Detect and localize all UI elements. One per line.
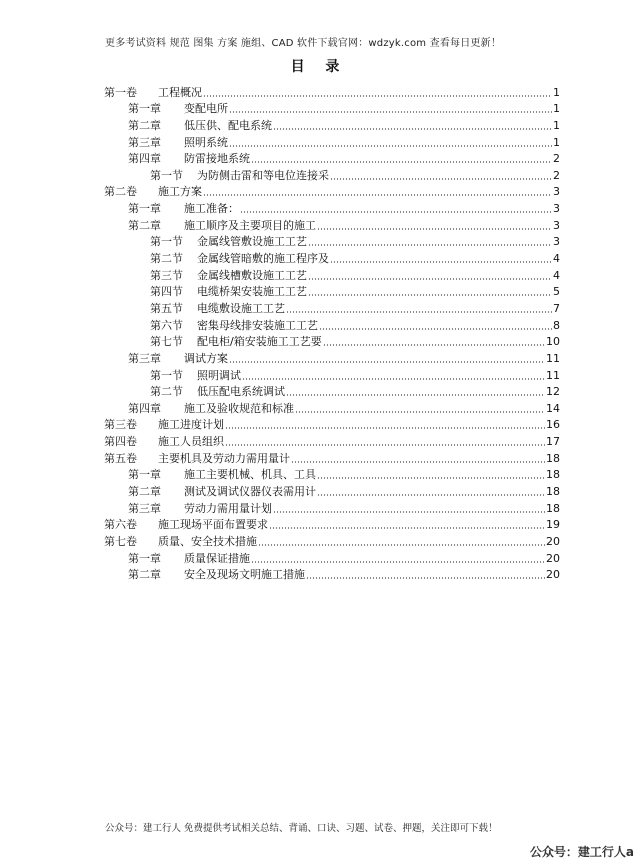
toc-dot-leader [308,278,552,280]
toc-entry-number: 第七节 [150,335,183,349]
toc-entry-number: 第一章 [128,551,161,565]
toc-entry-number: 第四节 [150,285,183,299]
toc-entry-number: 第二章 [128,218,161,232]
toc-entry[interactable] [104,382,560,399]
toc-entry-title: 金属线槽敷设施工工艺 [197,268,307,282]
toc-entry-page: 20 [546,551,560,565]
toc-entry-page: 14 [546,401,560,415]
toc-entry[interactable] [104,115,560,132]
toc-entry-page: 17 [546,435,560,449]
toc-entry-page: 18 [546,451,560,465]
toc-entry-number: 第二章 [128,568,161,582]
toc-entry-title: 劳动力需用量计划 [184,501,272,515]
toc-entry-page: 1 [553,118,560,132]
toc-entry-number: 第二节 [150,385,183,399]
toc-dot-leader [242,378,545,380]
toc-entry-page: 1 [553,102,560,116]
toc-entry-title: 金属线管敷设施工工艺 [197,235,307,249]
toc-entry-page: 18 [546,468,560,482]
toc-entry[interactable] [104,82,560,99]
toc-entry-page: 11 [546,368,560,382]
toc-dot-leader [306,577,545,579]
toc-entry-page: 3 [553,218,560,232]
toc-dot-leader [295,411,545,413]
toc-entry-title: 电缆桥架安装施工工艺 [197,285,307,299]
toc-entry-title: 施工进度计划 [158,418,224,432]
toc-entry-title: 工程概况 [158,85,202,99]
toc-entry-number: 第二节 [150,252,183,266]
toc-entry-page: 7 [553,301,560,315]
toc-entry-page: 2 [553,168,560,182]
toc-dot-leader [317,477,545,479]
toc-entry-title: 调试方案 [184,351,228,365]
toc-entry-number: 第五卷 [104,451,137,465]
toc-dot-leader [225,444,545,446]
toc-entry[interactable] [104,132,560,149]
toc-entry-page: 1 [553,135,560,149]
toc-entry-title: 主要机具及劳动力需用量计 [158,451,290,465]
toc-entry-title: 低压供、配电系统 [184,118,272,132]
toc-entry-title: 照明系统 [184,135,228,149]
toc-dot-leader [317,494,545,496]
toc-entry-page: 19 [546,518,560,532]
toc-entry-number: 第一节 [150,168,183,182]
toc-entry-number: 第四卷 [104,435,137,449]
toc-entry[interactable] [104,215,560,232]
toc-entry-title: 低压配电系统调试 [197,385,285,399]
toc-entry[interactable] [104,315,560,332]
toc-entry-number: 第三章 [128,501,161,515]
toc-entry-title: 密集母线排安装施工工艺 [197,318,318,332]
toc-entry-number: 第三章 [128,135,161,149]
toc-entry[interactable] [104,498,560,515]
toc-dot-leader [308,244,552,246]
toc-entry[interactable] [104,548,560,565]
toc-entry[interactable] [104,332,560,349]
table-of-contents [104,82,560,581]
toc-entry-title: 施工现场平面布置要求 [158,518,268,532]
toc-entry-number: 第二章 [128,118,161,132]
toc-dot-leader [273,128,552,130]
toc-entry-page: 2 [553,152,560,166]
toc-dot-leader [225,427,545,429]
toc-entry-title: 施工方案 [158,185,202,199]
toc-dot-leader [291,461,545,463]
toc-entry-title: 防雷接地系统 [184,152,250,166]
toc-entry-title: 施工顺序及主要项目的施工 [184,218,316,232]
toc-entry[interactable] [104,465,560,482]
toc-entry[interactable] [104,448,560,465]
toc-entry-title: 电缆敷设施工工艺 [197,301,285,315]
toc-entry-title: 施工及验收规范和标准 [184,401,294,415]
footer-note: 公众号：建工行人 免费提供考试相关总结、背诵、口诀、习题、试卷、押题，关注即可下载！ [105,823,498,834]
toc-entry-number: 第四章 [128,401,161,415]
toc-entry-number: 第五节 [150,301,183,315]
toc-entry-number: 第七卷 [104,534,137,548]
toc-dot-leader [286,311,552,313]
toc-dot-leader [229,361,545,363]
toc-entry-page: 10 [546,335,560,349]
toc-entry-title: 质量、安全技术措施 [158,534,257,548]
toc-entry[interactable] [104,431,560,448]
toc-dot-leader [229,145,552,147]
header-note: 更多考试资料 规范 图集 方案 施组、CAD 软件下载官网：wdzyk.com 查看每日更新！ [105,38,502,49]
toc-entry-title: 安全及现场文明施工措施 [184,568,305,582]
toc-entry-page: 20 [546,568,560,582]
toc-entry-page: 5 [553,285,560,299]
toc-entry[interactable] [104,165,560,182]
toc-entry[interactable] [104,298,560,315]
toc-dot-leader [203,194,552,196]
toc-entry[interactable] [104,398,560,415]
toc-dot-leader [330,178,552,180]
toc-entry-title: 金属线管暗敷的施工程序及 [197,252,329,266]
toc-entry-number: 第二章 [128,485,161,499]
toc-entry[interactable] [104,265,560,282]
toc-entry-title: 质量保证措施 [184,551,250,565]
toc-entry[interactable] [104,481,560,498]
toc-entry[interactable] [104,232,560,249]
toc-entry-page: 16 [546,418,560,432]
toc-dot-leader [273,511,545,513]
toc-entry-number: 第一节 [150,235,183,249]
toc-entry-title: 照明调试 [197,368,241,382]
toc-entry-page: 20 [546,534,560,548]
toc-dot-leader [251,161,552,163]
toc-entry-title: 为防侧击雷和等电位连接采 [197,168,329,182]
toc-entry[interactable] [104,565,560,582]
toc-entry-page: 4 [553,252,560,266]
toc-entry-number: 第四章 [128,152,161,166]
toc-entry[interactable] [104,149,560,166]
toc-entry-number: 第一章 [128,202,161,216]
toc-entry-number: 第一卷 [104,85,137,99]
toc-dot-leader [251,561,545,563]
toc-entry-number: 第六节 [150,318,183,332]
toc-dot-leader [317,228,552,230]
toc-entry-page: 3 [553,202,560,216]
toc-dot-leader [240,211,552,213]
toc-entry[interactable] [104,415,560,432]
toc-entry[interactable] [104,515,560,532]
toc-entry-number: 第三节 [150,268,183,282]
toc-entry-page: 3 [553,235,560,249]
toc-entry[interactable] [104,182,560,199]
toc-entry-number: 第六卷 [104,518,137,532]
toc-entry-number: 第二卷 [104,185,137,199]
toc-entry-page: 8 [553,318,560,332]
toc-dot-leader [229,111,552,113]
toc-entry[interactable] [104,531,560,548]
toc-dot-leader [323,344,545,346]
toc-entry[interactable] [104,348,560,365]
toc-entry-number: 第三卷 [104,418,137,432]
toc-dot-leader [308,294,552,296]
toc-entry[interactable] [104,99,560,116]
toc-dot-leader [258,544,545,546]
toc-entry[interactable] [104,248,560,265]
toc-entry[interactable] [104,198,560,215]
toc-entry-title: 施工主要机械、机具、工具 [184,468,316,482]
toc-entry[interactable] [104,282,560,299]
toc-entry-title: 配电柜/箱安装施工工艺要 [197,335,322,349]
toc-entry-page: 18 [546,501,560,515]
toc-entry-page: 18 [546,485,560,499]
toc-entry-page: 12 [546,385,560,399]
toc-dot-leader [286,394,545,396]
toc-entry-page: 1 [553,85,560,99]
toc-dot-leader [330,261,552,263]
toc-entry-page: 11 [546,351,560,365]
toc-entry-title: 测试及调试仪器仪表需用计 [184,485,316,499]
toc-entry-title: 施工人员组织 [158,435,224,449]
toc-entry-number: 第一节 [150,368,183,382]
toc-entry-page: 4 [553,268,560,282]
toc-entry[interactable] [104,365,560,382]
toc-entry-number: 第一章 [128,102,161,116]
toc-dot-leader [203,95,552,97]
toc-dot-leader [269,527,545,529]
watermark: 公众号：建工行人a [529,845,634,859]
toc-dot-leader [319,328,552,330]
toc-entry-number: 第三章 [128,351,161,365]
toc-entry-title: 施工准备： [184,202,239,216]
toc-entry-number: 第一章 [128,468,161,482]
toc-entry-title: 变配电所 [184,102,228,116]
page-title: 目 录 [290,59,348,75]
toc-entry-page: 3 [553,185,560,199]
